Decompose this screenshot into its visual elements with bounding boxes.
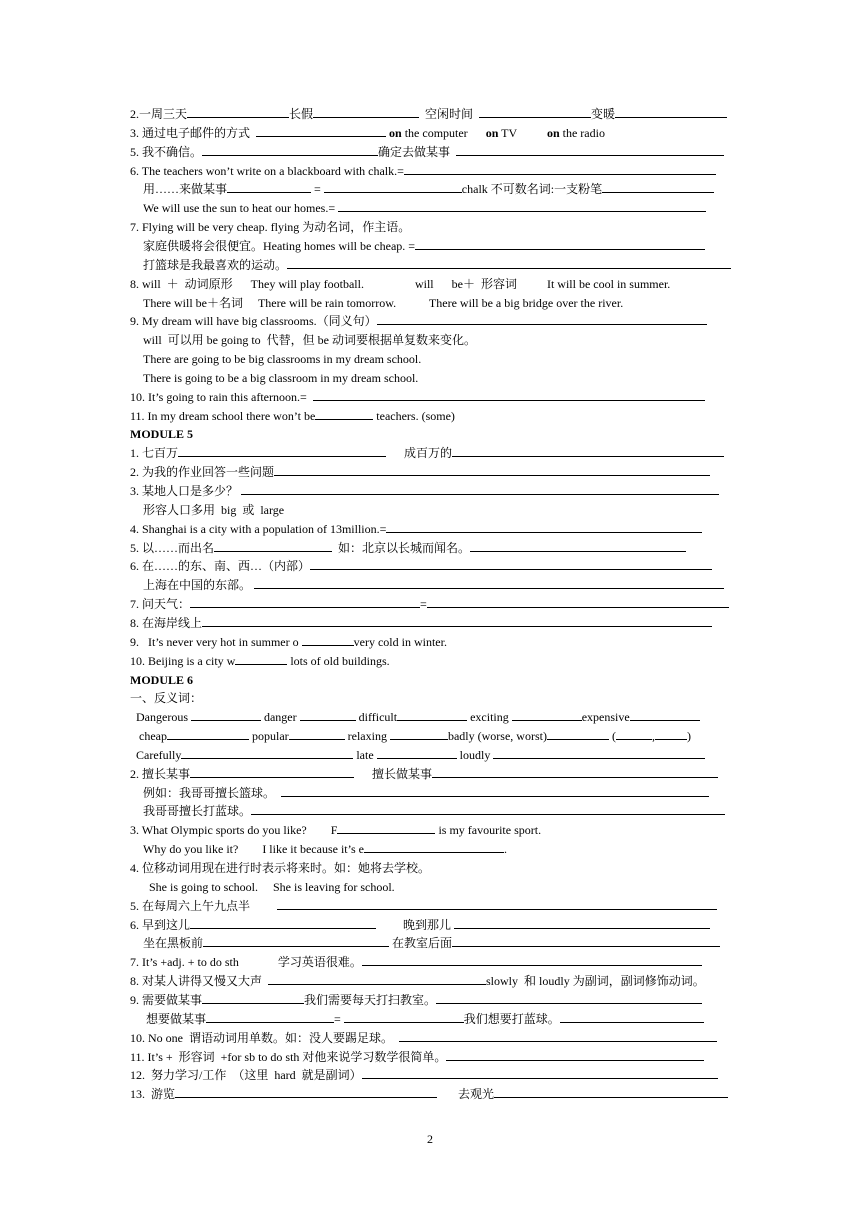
page-number: 2 [427, 1132, 433, 1146]
line-text: 9. My dream will have big classrooms.（同义句） [130, 314, 377, 329]
fill-in-blank[interactable] [615, 105, 727, 118]
line-text: 7. It’s +adj. + to do sth 学习英语很难。 [130, 955, 362, 970]
text-line [130, 369, 743, 387]
text-line [130, 576, 743, 594]
text-line [130, 312, 730, 330]
text-line [130, 1066, 730, 1084]
fill-in-blank[interactable] [315, 407, 373, 420]
text-line [130, 1085, 730, 1103]
fill-in-blank[interactable] [206, 1010, 334, 1023]
fill-in-blank[interactable] [277, 897, 717, 910]
text-line [130, 482, 730, 500]
line-text: 擅长做某事 [354, 766, 433, 781]
line-text: 如：北京以长城而闻名。 [332, 540, 471, 555]
line-text: Carefully [136, 747, 182, 762]
line-text: will 可以用 be going to 代替，但 be 动词要根据单复数来变化。 [143, 333, 476, 348]
line-text: ( [608, 729, 616, 744]
line-text: chalk 不可数名词:一支粉笔 [461, 182, 603, 197]
fill-in-blank[interactable] [203, 934, 389, 947]
line-text: exciting [467, 710, 512, 725]
line-text: loudly [456, 747, 494, 762]
text-line [130, 388, 730, 406]
text-line [130, 407, 730, 425]
line-text: 变暖 [591, 107, 616, 121]
line-text: 3. 通过电子邮件的方式 [130, 125, 257, 140]
line-text: expensive [581, 710, 630, 725]
fill-in-blank[interactable] [364, 840, 504, 853]
text-line [130, 840, 743, 858]
line-text: 成百万的 [386, 446, 453, 461]
fill-in-blank[interactable] [512, 708, 582, 721]
line-text: 用……来做某事 [143, 182, 228, 197]
text-line [130, 331, 743, 349]
fill-in-blank[interactable] [178, 444, 386, 457]
line-text: 我们想要打蓝球。 [463, 1011, 560, 1026]
line-text: = [420, 597, 427, 612]
text-line [130, 689, 730, 707]
line-text: = [311, 182, 324, 197]
line-text: 10. No one 谓语动词用单数。如：没人要踢足球。 [130, 1030, 399, 1045]
fill-in-blank[interactable] [560, 1010, 704, 1023]
text-line [130, 444, 730, 462]
text-line [130, 1048, 730, 1066]
text-line [130, 727, 736, 745]
text-line [130, 199, 743, 217]
line-text: We will use the sun to heat our homes.= [143, 201, 339, 216]
text-line [130, 614, 730, 632]
line-text: 我们需要每天打扫教室。 [304, 992, 437, 1007]
fill-in-blank[interactable] [452, 444, 724, 457]
fill-in-blank[interactable] [452, 934, 720, 947]
text-line [130, 539, 730, 557]
line-text: She is going to school. She is leaving for school. [149, 879, 395, 894]
line-text: , [651, 729, 655, 744]
line-text: = [334, 1011, 344, 1026]
line-text: ) [686, 729, 691, 744]
fill-in-blank[interactable] [181, 746, 353, 759]
text-line [130, 746, 736, 764]
line-text: popular [248, 729, 289, 744]
line-text: 6. 早到这儿 [130, 917, 191, 932]
fill-in-blank[interactable] [254, 576, 724, 589]
line-text: 4. Shanghai is a city with a population of 13million.= [130, 521, 387, 536]
text-line [130, 784, 743, 802]
text-line [130, 916, 730, 934]
line-text: 家庭供暖将会很便宜。Heating homes will be cheap. = [143, 238, 416, 253]
fill-in-blank[interactable] [190, 916, 376, 929]
text-line [130, 350, 743, 368]
text-line [130, 652, 730, 670]
line-text: 一、反义词： [130, 691, 203, 706]
fill-in-blank[interactable] [313, 388, 705, 401]
line-text: 11. In my dream school there won’t be [130, 408, 316, 423]
text-line [130, 425, 730, 443]
fill-in-blank[interactable] [390, 727, 448, 740]
fill-in-blank[interactable] [202, 614, 712, 627]
text-line [130, 972, 730, 990]
line-text: 打篮球是我最喜欢的运动。 [143, 257, 288, 272]
text-line [130, 162, 730, 180]
fill-in-blank[interactable] [337, 821, 435, 834]
text-line [130, 218, 730, 236]
line-text: slowly 和 loudly 为副词，副词修饰动词。 [486, 974, 705, 989]
fill-in-blank[interactable] [310, 557, 712, 570]
text-line [130, 953, 730, 971]
text-line [130, 501, 743, 519]
line-text: 去观光 [437, 1087, 495, 1102]
text-line [130, 463, 730, 481]
line-text: 13. 游览 [130, 1087, 176, 1102]
line-text: 2. 擅长某事 [130, 766, 191, 781]
line-text: on [485, 125, 499, 140]
line-text: MODULE 6 [130, 672, 193, 687]
line-text: 9. It’s never very hot in summer o [130, 634, 302, 649]
text-line [130, 237, 743, 255]
fill-in-blank[interactable] [227, 180, 311, 193]
line-text: badly (worse, worst) [447, 729, 547, 744]
text-line [130, 897, 730, 915]
line-text: 形容人口多用 big 或 large [143, 502, 285, 517]
line-text: the computer [401, 125, 486, 140]
fill-in-blank[interactable] [190, 765, 354, 778]
line-text: 例如：我哥哥擅长篮球。 [143, 785, 282, 800]
line-text: 5. 我不确信。 [130, 144, 203, 159]
text-line [130, 765, 730, 783]
line-text: There will be＋名词 There will be rain tomorrow. There will be a big bridge over the river. [143, 295, 624, 310]
fill-in-blank[interactable] [616, 727, 652, 740]
text-line [130, 275, 730, 293]
line-text: 上海在中国的东部。 [143, 578, 255, 593]
fill-in-blank[interactable] [404, 162, 716, 175]
fill-in-blank[interactable] [338, 199, 706, 212]
text-line [130, 124, 730, 142]
fill-in-blank[interactable] [302, 633, 354, 646]
fill-in-blank[interactable] [377, 312, 707, 325]
line-text: late [353, 747, 377, 762]
line-text: 4. 位移动词用现在进行时表示将来时。如：她将去学校。 [130, 861, 431, 875]
fill-in-blank[interactable] [241, 482, 719, 495]
line-text: 7. Flying will be very cheap. flying 为动名词，作主语。 [130, 220, 411, 235]
text-line [130, 633, 730, 651]
line-text: 8. 在海岸线上 [130, 615, 203, 630]
fill-in-blank[interactable] [630, 708, 700, 721]
line-text: relaxing [344, 729, 390, 744]
text-line [130, 802, 743, 820]
fill-in-blank[interactable] [214, 539, 332, 552]
text-line [130, 934, 743, 952]
line-text: 9. 需要做某事 [130, 992, 203, 1007]
line-text: 6. The teachers won’t write on a blackboard with chalk.= [130, 163, 404, 178]
line-text: 8. 对某人讲得又慢又大声 [130, 974, 269, 989]
fill-in-blank[interactable] [427, 595, 729, 608]
fill-in-blank[interactable] [251, 802, 725, 815]
fill-in-blank[interactable] [377, 746, 457, 759]
text-line [130, 708, 736, 726]
line-text: 晚到那儿 [376, 917, 455, 932]
fill-in-blank[interactable] [454, 916, 710, 929]
text-line [130, 180, 743, 198]
line-text: . [503, 842, 507, 857]
line-text: difficult [355, 710, 398, 725]
text-line [130, 520, 730, 538]
fill-in-blank[interactable] [493, 746, 705, 759]
fill-in-blank[interactable] [446, 1048, 704, 1061]
line-text: Why do you like it? I like it because it’s e [143, 842, 364, 857]
fill-in-blank[interactable] [313, 105, 419, 118]
fill-in-blank[interactable] [175, 1085, 437, 1098]
fill-in-blank[interactable] [300, 708, 356, 721]
fill-in-blank[interactable] [344, 1010, 464, 1023]
line-text: 2. 为我的作业回答一些问题 [130, 465, 275, 480]
text-line [130, 1029, 730, 1047]
fill-in-blank[interactable] [324, 180, 462, 193]
line-text: TV [498, 125, 547, 140]
line-text: 10. Beijing is a city w [130, 653, 236, 668]
fill-in-blank[interactable] [494, 1085, 728, 1098]
text-line [130, 821, 730, 839]
fill-in-blank[interactable] [655, 727, 687, 740]
fill-in-blank[interactable] [602, 180, 714, 193]
text-line [130, 143, 730, 161]
line-text: lots of old buildings. [287, 653, 390, 668]
fill-in-blank[interactable] [256, 124, 386, 137]
fill-in-blank[interactable] [479, 105, 591, 118]
fill-in-blank[interactable] [235, 652, 287, 665]
line-text: 想要做某事 [143, 1011, 207, 1026]
fill-in-blank[interactable] [190, 595, 420, 608]
line-text: danger [260, 710, 300, 725]
line-text: 确定去做某事 [378, 144, 457, 159]
fill-in-blank[interactable] [202, 991, 304, 1004]
line-text: cheap [136, 729, 167, 744]
text-line [130, 1010, 743, 1028]
line-text: 在教室后面 [389, 936, 453, 951]
fill-in-blank[interactable] [399, 1029, 717, 1042]
line-text: There is going to be a big classroom in my dream school. [143, 370, 419, 385]
fill-in-blank[interactable] [287, 256, 731, 269]
line-text: 空闲时间 [419, 107, 480, 121]
fill-in-blank[interactable] [397, 708, 467, 721]
text-line [130, 991, 730, 1009]
fill-in-blank[interactable] [167, 727, 249, 740]
fill-in-blank[interactable] [415, 237, 705, 250]
line-text: 1. 七百万 [130, 446, 179, 461]
line-text: on [546, 125, 560, 140]
fill-in-blank[interactable] [362, 1066, 718, 1079]
text-line [130, 294, 743, 312]
line-text: teachers. (some) [373, 408, 455, 423]
fill-in-blank[interactable] [432, 765, 718, 778]
text-line [130, 105, 730, 123]
text-line [130, 671, 730, 689]
fill-in-blank[interactable] [202, 143, 378, 156]
fill-in-blank[interactable] [187, 105, 289, 118]
fill-in-blank[interactable] [191, 708, 261, 721]
fill-in-blank[interactable] [436, 991, 702, 1004]
text-line [130, 595, 730, 613]
fill-in-blank[interactable] [289, 727, 345, 740]
line-text: 12. 努力学习/工作 （这里 hard 就是副词） [130, 1068, 362, 1083]
line-text: on [389, 125, 402, 140]
text-line [130, 256, 743, 274]
fill-in-blank[interactable] [268, 972, 486, 985]
text-line [130, 878, 749, 896]
fill-in-blank[interactable] [281, 784, 709, 797]
line-text: 5. 以……而出名 [130, 540, 215, 555]
line-text: 3. What Olympic sports do you like? F [130, 823, 338, 838]
line-text: is my favourite sport. [435, 823, 542, 838]
fill-in-blank[interactable] [470, 539, 686, 552]
line-text: 6. 在……的东、南、西…（内部） [130, 559, 311, 574]
fill-in-blank[interactable] [547, 727, 609, 740]
fill-in-blank[interactable] [386, 520, 702, 533]
line-text: 我哥哥擅长打蓝球。 [143, 804, 252, 819]
fill-in-blank[interactable] [362, 953, 702, 966]
line-text: 7. 问天气： [130, 597, 191, 612]
fill-in-blank[interactable] [456, 143, 724, 156]
line-text: the radio [559, 125, 605, 140]
text-line [130, 557, 730, 575]
line-text: 3. 某地人口是多少？ [130, 484, 242, 498]
text-line [130, 859, 730, 877]
fill-in-blank[interactable] [274, 463, 710, 476]
line-text: very cold in winter. [353, 634, 447, 649]
line-text: 11. It’s + 形容词 +for sb to do sth 对他来说学习数学很简单。 [130, 1049, 447, 1064]
line-text: 10. It’s going to rain this afternoon.= [130, 389, 313, 404]
line-text: Dangerous [136, 710, 191, 725]
line-text: 坐在黑板前 [143, 936, 204, 951]
line-text: 8. will ＋ 动词原形 They will play football. will be＋ 形容词 It will be cool in summer. [130, 276, 671, 291]
line-text: MODULE 5 [130, 427, 193, 442]
line-text: There are going to be big classrooms in my dream school. [143, 352, 422, 367]
line-text: 长假 [289, 107, 314, 121]
line-text: 5. 在每周六上午九点半 [130, 898, 278, 913]
line-text: 2.一周三天 [130, 107, 188, 121]
